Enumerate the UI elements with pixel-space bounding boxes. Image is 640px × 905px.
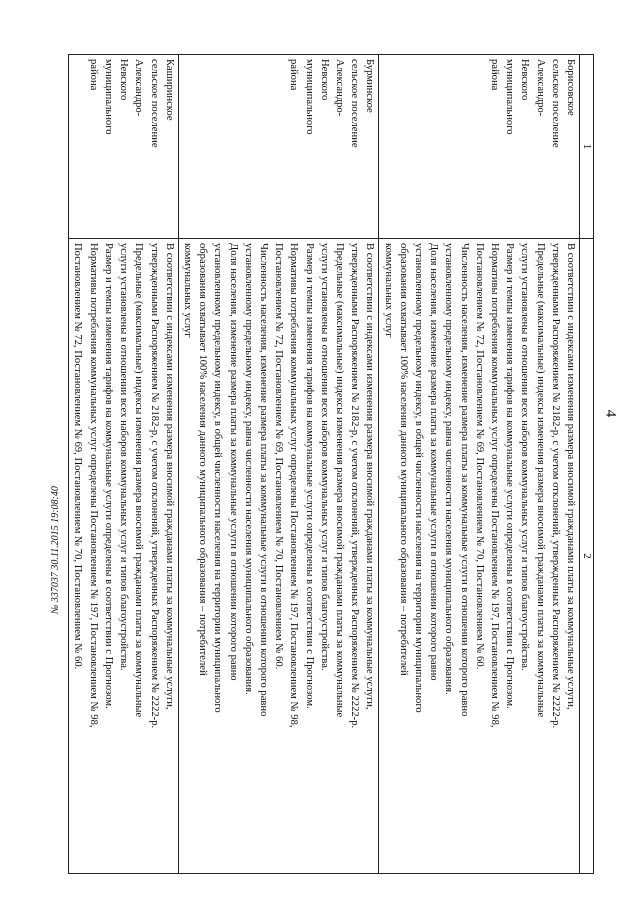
settlement-name-line: Каширинское (163, 59, 175, 121)
table-row (379, 55, 580, 874)
description-line: образования охватывает 100% населения данного муниципального образования – потребителей (397, 243, 409, 676)
description-line: Нормативы потребления коммунальных услуг определены Постановлением № 197, Постановлением № 98, (488, 243, 500, 728)
settlement-name-line: Александро- (534, 59, 546, 117)
description-line: Доля населения, изменение размера платы за коммунальные услуги в отношении которого равно (428, 243, 440, 681)
description-line: Постановлением № 72, Постановлением № 69, Постановлением № 70, Постановлением № 60. (473, 243, 485, 670)
description-line: Размер и темпы изменения тарифов на коммунальные услуги определены в соответствии с Прогнозом. (504, 243, 516, 709)
rotated-table-container (64, 54, 594, 874)
settlement-name-cell (69, 55, 178, 239)
table-row (178, 55, 379, 874)
description-line: Численность населения, изменение размера платы за коммунальные услуги в отношении которого равно (458, 243, 470, 717)
settlement-name-line: Невского (519, 59, 531, 101)
settlement-name-line: сельское поселение (148, 59, 160, 148)
description-line: утвержденными Распоряжением № 2182-р, с учетом отклонений, утвержденных Распоряжением № 2222-р. (549, 243, 561, 729)
settlement-name-line: Бурминское (364, 59, 376, 113)
settlement-name-line: Невского (118, 59, 130, 101)
description-line: Размер и темпы изменения тарифов на коммунальные услуги определены в соответствии с Прогнозом. (303, 243, 315, 709)
description-line: услуги установлены в отношении всех наборов коммунальных услуг и типов благоустройства. (519, 243, 531, 671)
settlement-name-line: муниципального (303, 59, 315, 135)
settlement-name-cell (178, 55, 379, 239)
settlement-name-line: сельское поселение (349, 59, 361, 148)
description-cell (379, 239, 580, 874)
settlement-name-line: муниципального (102, 59, 114, 135)
description-line: установленному предельному индексу, в общей численности населения на территории муниципального (412, 243, 424, 713)
settlement-name-line: сельское поселение (549, 59, 561, 148)
description-line: В соответствии с индексами изменения размера вносимой гражданами платы за коммунальные услуги, (163, 243, 175, 710)
description-line: Нормативы потребления коммунальных услуг определены Постановлением № 197, Постановлением № 98, (288, 243, 300, 728)
settlements-table (68, 54, 594, 874)
settlement-name-cell (379, 55, 580, 239)
description-line: услуги установлены в отношении всех наборов коммунальных услуг и типов благоустройства. (118, 243, 130, 671)
description-line: утвержденными Распоряжением № 2182-р, с учетом отклонений, утвержденных Распоряжением № 2222-р. (349, 243, 361, 729)
settlement-name-line: района (87, 59, 99, 91)
settlement-name-line: района (288, 59, 300, 91)
settlement-name-line: Александро- (133, 59, 145, 117)
settlement-name-line: муниципального (504, 59, 516, 135)
description-line: Доля населения, изменение размера платы за коммунальные услуги в отношении которого равно (227, 243, 239, 681)
registration-stamp: № 337037 30.11.2015 19:08:40 (50, 486, 61, 614)
page-number: 4 (602, 409, 619, 418)
description-line: образования охватывает 100% населения данного муниципального образования – потребителей (197, 243, 209, 676)
description-line: услуги установлены в отношении всех наборов коммунальных услуг и типов благоустройства. (318, 243, 330, 671)
description-line: Постановлением № 72, Постановлением № 69, Постановлением № 70, Постановлением № 60. (72, 243, 84, 670)
description-line: установленному предельному индексу, равна численности населения муниципального образования. (443, 243, 455, 695)
table-header-row (580, 55, 594, 874)
description-line: установленному предельному индексу, в общей численности населения на территории муниципального (212, 243, 224, 713)
description-line: Предельные (максимальные) индексы изменения размера вносимой гражданами платы за коммунальные (133, 243, 145, 718)
description-line: Размер и темпы изменения тарифов на коммунальные услуги определены в соответствии с Прогнозом. (102, 243, 114, 709)
settlement-name-line: района (488, 59, 500, 91)
description-line: коммунальных услуг (382, 243, 394, 338)
description-line: Численность населения, изменение размера платы за коммунальные услуги в отношении которого равно (257, 243, 269, 717)
description-line: Постановлением № 72, Постановлением № 69, Постановлением № 70, Постановлением № 60. (273, 243, 285, 670)
description-line: В соответствии с индексами изменения размера вносимой гражданами платы за коммунальные услуги, (565, 243, 576, 710)
description-line: установленному предельному индексу, равна численности населения муниципального образования. (242, 243, 254, 695)
description-line: коммунальных услуг (181, 243, 193, 338)
description-cell (178, 239, 379, 874)
settlement-name-line: Невского (318, 59, 330, 101)
description-line: В соответствии с индексами изменения размера вносимой гражданами платы за коммунальные услуги, (364, 243, 376, 710)
header-col-1: 1 (580, 55, 594, 239)
header-col-2: 2 (580, 239, 594, 874)
table-row (69, 55, 178, 874)
description-cell (69, 239, 178, 874)
description-line: Нормативы потребления коммунальных услуг определены Постановлением № 197, Постановлением № 98, (87, 243, 99, 728)
settlement-name-line: Александро- (333, 59, 345, 117)
description-line: Предельные (максимальные) индексы изменения размера вносимой гражданами платы за коммунальные (534, 243, 546, 718)
settlement-name-line: Борисовское (565, 59, 576, 116)
description-line: утвержденными Распоряжением № 2182-р, с учетом отклонений, утвержденных Распоряжением № 2222-р. (148, 243, 160, 729)
description-line: Предельные (максимальные) индексы изменения размера вносимой гражданами платы за коммунальные (333, 243, 345, 718)
